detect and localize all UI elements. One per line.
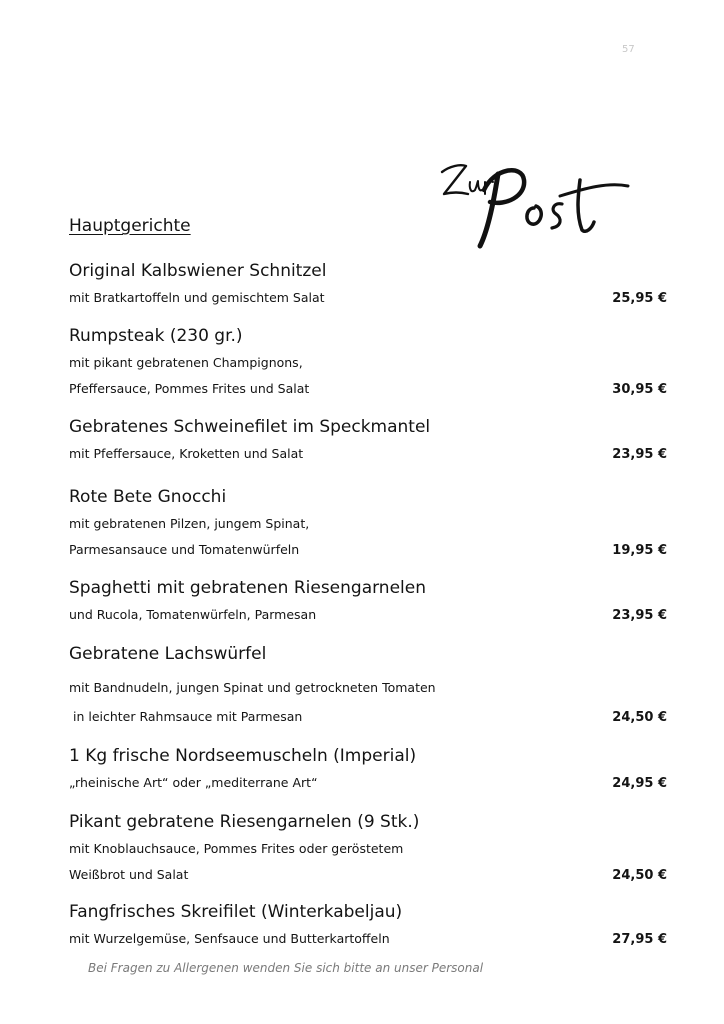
dish-title: Gebratenes Schweinefilet im Speckmantel [69,417,431,437]
dish-price: 24,50 € [612,710,667,725]
menu-item [69,745,667,796]
menu-item [69,577,667,628]
allergen-footer-note: Bei Fragen zu Allergenen wenden Sie sich bitte an unser Personal [88,961,484,975]
menu-item [69,486,667,563]
menu-item [69,643,667,731]
dish-description: mit Pfeffersauce, Kroketten und Salat [69,446,304,461]
dish-description: Parmesansauce und Tomatenwürfeln [69,542,300,557]
dish-description: Weißbrot und Salat [69,867,189,882]
dish-price: 24,50 € [612,868,667,883]
dish-title: Pikant gebratene Riesengarnelen (9 Stk.) [69,812,420,832]
menu-item [69,260,667,311]
dish-price: 19,95 € [612,543,667,558]
dish-title: Original Kalbswiener Schnitzel [69,261,327,281]
dish-title: Rote Bete Gnocchi [69,487,227,507]
dish-price: 23,95 € [612,447,667,462]
dish-price: 23,95 € [612,608,667,623]
page-number: 57 [622,44,635,55]
dish-price: 30,95 € [612,382,667,397]
dish-description: mit gebratenen Pilzen, jungem Spinat, [69,516,310,531]
dish-description: und Rucola, Tomatenwürfeln, Parmesan [69,607,317,622]
menu-item [69,901,667,952]
menu-item [69,325,667,402]
dish-title: Fangfrisches Skreifilet (Winterkabeljau) [69,902,403,922]
dish-price: 24,95 € [612,776,667,791]
dish-title: 1 Kg frische Nordseemuscheln (Imperial) [69,746,417,766]
dish-description: mit Bratkartoffeln und gemischtem Salat [69,290,325,305]
dish-description: mit Knoblauchsauce, Pommes Frites oder geröstetem [69,841,404,856]
dish-description: mit pikant gebratenen Champignons, [69,355,303,370]
dish-price: 27,95 € [612,932,667,947]
section-title: Hauptgerichte [69,216,191,236]
dish-title: Gebratene Lachswürfel [69,644,267,664]
dish-description: in leichter Rahmsauce mit Parmesan [69,709,303,724]
zur-post-signature-logo [436,150,632,254]
dish-title: Rumpsteak (230 gr.) [69,326,243,346]
dish-price: 25,95 € [612,291,667,306]
menu-item [69,811,667,888]
zur-post-logo-icon [436,150,632,250]
dish-description: mit Wurzelgemüse, Senfsauce und Butterkartoffeln [69,931,390,946]
dish-description: Pfeffersauce, Pommes Frites und Salat [69,381,310,396]
dish-title: Spaghetti mit gebratenen Riesengarnelen [69,578,426,598]
dish-description: mit Bandnudeln, jungen Spinat und getrockneten Tomaten [69,680,436,695]
dish-description: „rheinische Art“ oder „mediterrane Art“ [69,775,318,790]
menu-item [69,416,667,467]
